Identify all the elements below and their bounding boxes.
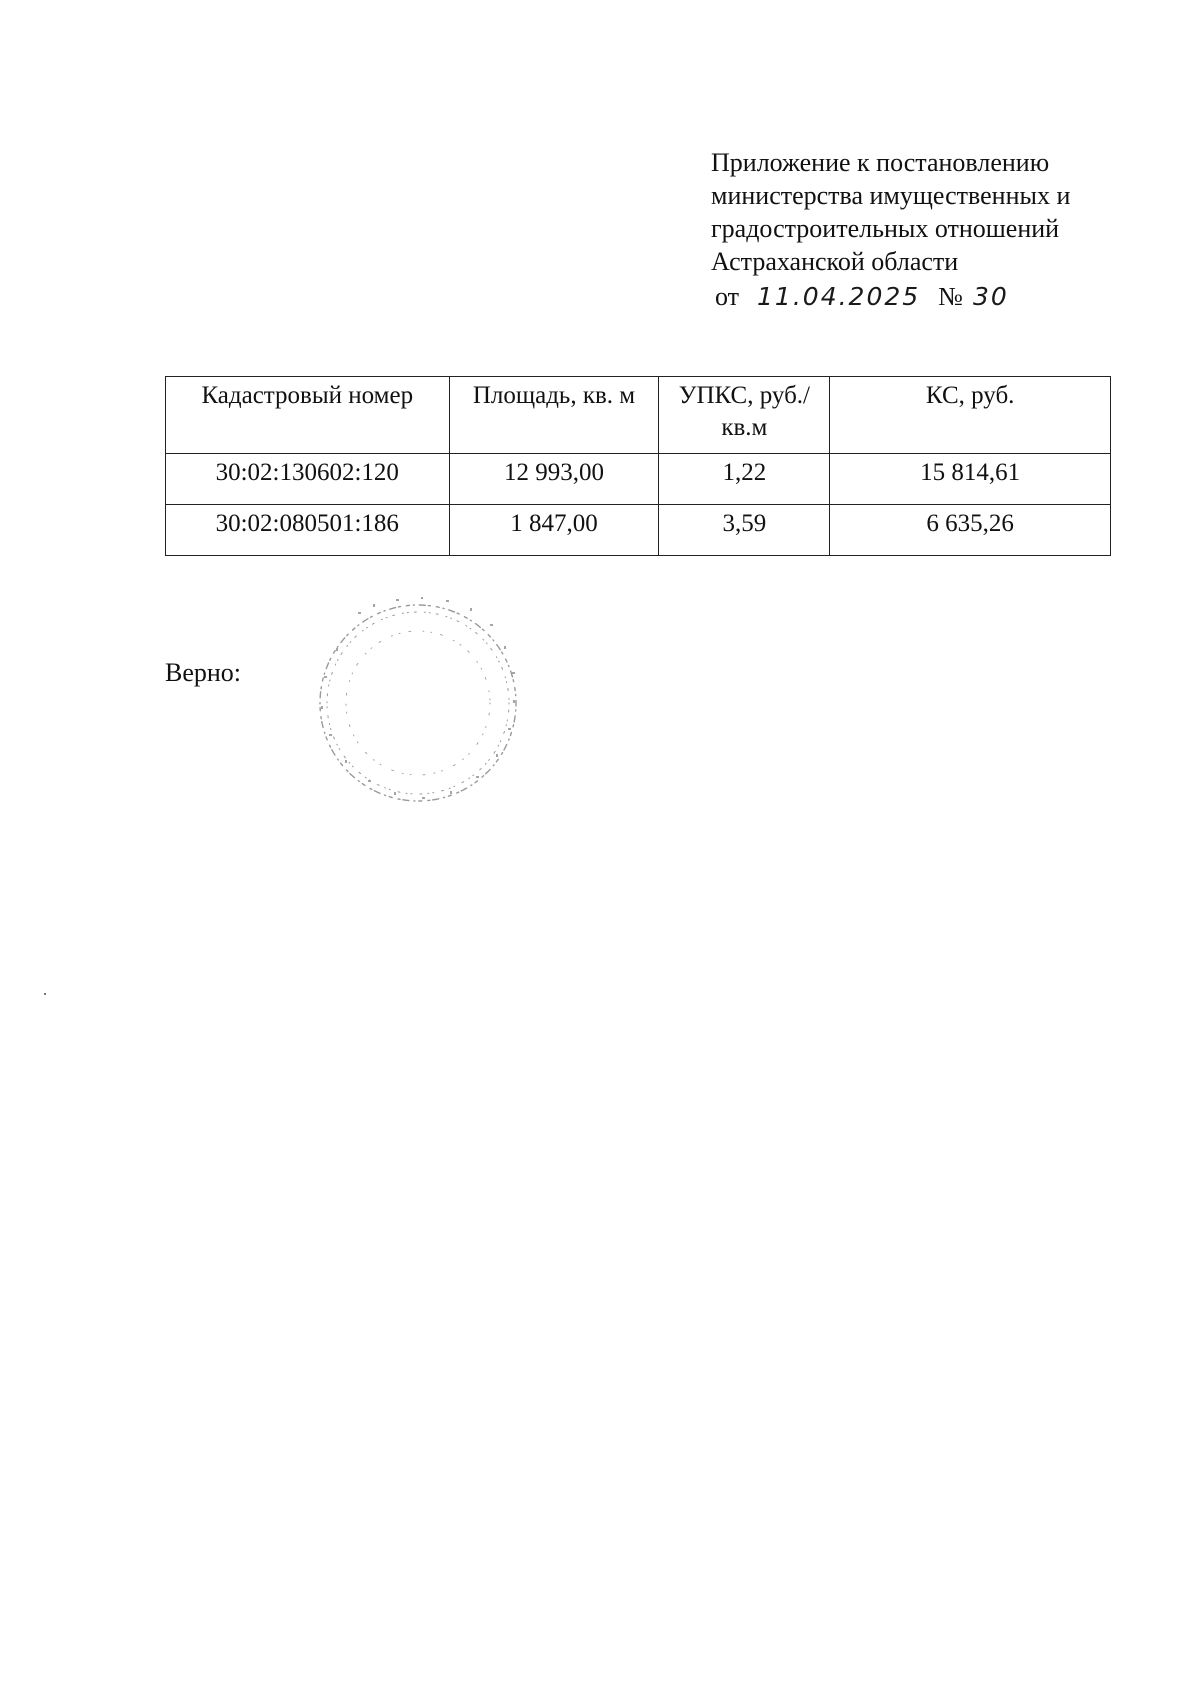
header-date-line <box>711 280 1151 313</box>
cadastral-value-table <box>165 376 1111 556</box>
header-line-3: градостроительных отношений <box>711 214 1060 243</box>
number-prefix: № <box>938 282 963 311</box>
column-header-cadastral-number: Кадастровый номер <box>166 377 450 454</box>
scan-speck <box>44 993 46 995</box>
upks-cell: 1,22 <box>659 454 830 505</box>
date-prefix: от <box>715 282 740 311</box>
header-line-1: Приложение к постановлению <box>711 148 1050 177</box>
ks-cell: 6 635,26 <box>830 505 1111 556</box>
handwritten-date: 11.04.2025 <box>757 282 921 311</box>
round-seal-stamp-icon <box>300 588 540 814</box>
appendix-header <box>711 146 1151 313</box>
column-header-ks: КС, руб. <box>830 377 1111 454</box>
upks-cell: 3,59 <box>659 505 830 556</box>
verno-label: Верно: <box>165 658 242 687</box>
cadastral-number-cell: 30:02:130602:120 <box>166 454 450 505</box>
area-cell: 1 847,00 <box>449 505 659 556</box>
table-row <box>166 454 1111 505</box>
header-line-2: министерства имущественных и <box>711 181 1071 210</box>
handwritten-number: 30 <box>972 282 1009 311</box>
cadastral-number-cell: 30:02:080501:186 <box>166 505 450 556</box>
column-header-upks: УПКС, руб./кв.м <box>659 377 830 454</box>
ks-cell: 15 814,61 <box>830 454 1111 505</box>
table-row <box>166 505 1111 556</box>
header-line-4: Астраханской области <box>711 247 959 276</box>
area-cell: 12 993,00 <box>449 454 659 505</box>
column-header-area: Площадь, кв. м <box>449 377 659 454</box>
table-header-row <box>166 377 1111 454</box>
